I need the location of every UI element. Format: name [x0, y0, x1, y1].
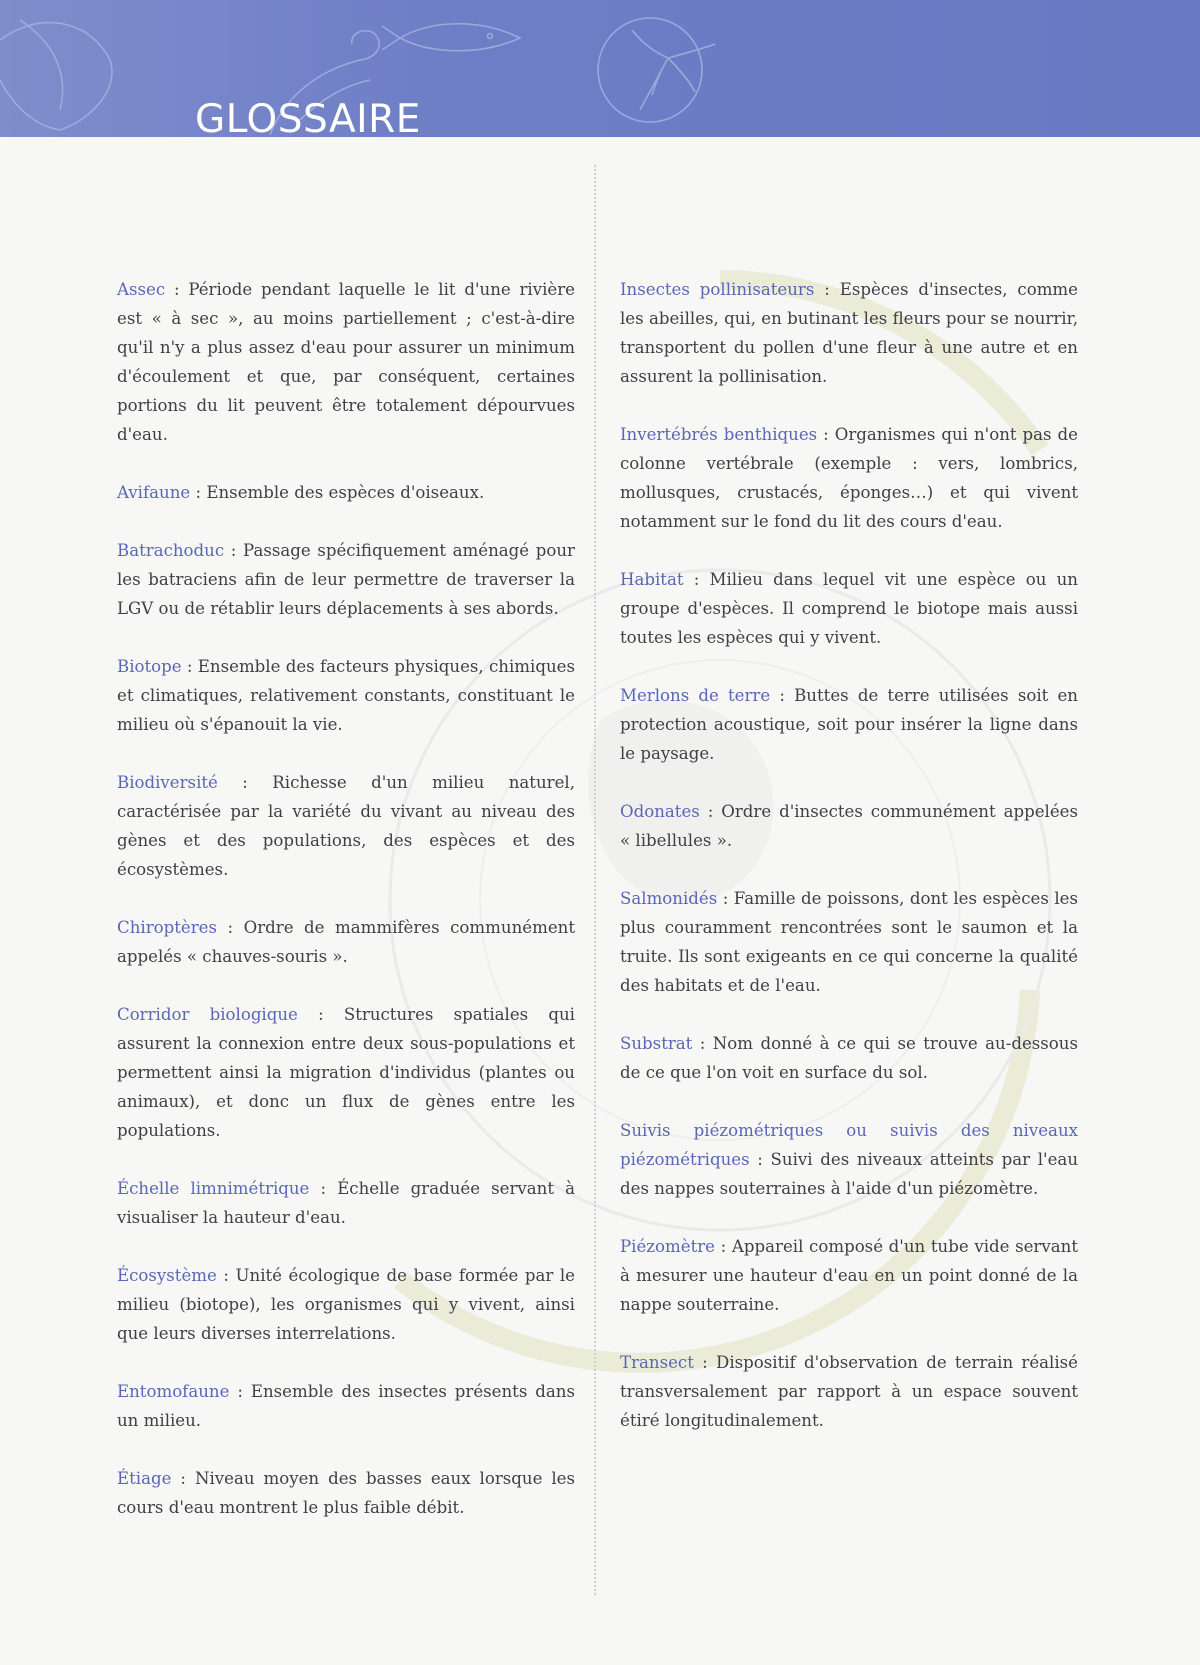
glossary-term: Merlons de terre	[620, 686, 771, 705]
glossary-entry-ecosysteme	[117, 1261, 575, 1348]
glossary-entry-batrachoduc	[117, 536, 575, 623]
glossary-definition: : Richesse d'un milieu naturel, caractérisée par la variété du vivant au niveau des gènes et des populations, des espèces et des écosystèmes.	[117, 773, 575, 879]
glossary-term: Assec	[117, 280, 166, 299]
header-illustration	[0, 0, 1200, 137]
column-divider	[594, 165, 596, 1595]
glossary-term: Batrachoduc	[117, 541, 225, 560]
glossary-entry-piezometre	[620, 1232, 1078, 1319]
leaf-illustration-icon	[0, 23, 112, 130]
glossary-definition: : Milieu dans lequel vit une espèce ou un groupe d'espèces. Il comprend le biotope mais aussi toutes les espèces qui y vivent.	[620, 570, 1078, 647]
glossary-entry-merlons-de-terre	[620, 681, 1078, 768]
glossary-term: Transect	[620, 1353, 694, 1372]
glossary-definition: : Échelle graduée servant à visualiser la hauteur d'eau.	[117, 1179, 576, 1227]
glossary-entry-invertebres-benthiques	[620, 420, 1078, 536]
glossary-definition: : Ensemble des insectes présents dans un milieu.	[117, 1382, 575, 1430]
glossary-term: Piézomètre	[620, 1237, 716, 1256]
glossary-definition: : Ordre d'insectes communément appelées « libellules ».	[620, 802, 1078, 850]
glossary-entry-echelle-limnimetrique	[117, 1174, 575, 1232]
glossary-definition: : Période pendant laquelle le lit d'une rivière est « à sec », au moins partiellement ; c'est-à-dire qu'il n'y a plus assez d'eau pour assurer un minimum d'écoulement et que, par conséquent, certaines portions du lit peuvent être totalement dépourvues d'eau.	[117, 280, 575, 444]
glossary-definition: : Buttes de terre utilisées soit en protection acoustique, soit pour insérer la ligne dans le paysage.	[620, 686, 1078, 763]
glossary-term: Échelle limnimétrique	[117, 1179, 310, 1198]
glossary-definition: : Famille de poissons, dont les espèces les plus couramment rencontrées sont le saumon et la truite. Ils sont exigeants en ce qui concerne la qualité des habitats et de l'eau.	[620, 889, 1078, 995]
glossary-term: Habitat	[620, 570, 684, 589]
glossary-entry-avifaune	[117, 478, 575, 507]
glossary-entry-entomofaune	[117, 1377, 575, 1435]
glossary-term: Insectes pollinisateurs	[620, 280, 815, 299]
glossary-entry-biodiversite	[117, 768, 575, 884]
glossary-definition: : Dispositif d'observation de terrain réalisé transversalement par rapport à un espace souvent étiré longitudinalement.	[620, 1353, 1078, 1430]
glossary-entry-chiropteres	[117, 913, 575, 971]
page-header	[0, 0, 1200, 137]
glossary-definition: : Ensemble des espèces d'oiseaux.	[195, 483, 485, 502]
glossary-definition: : Nom donné à ce qui se trouve au-dessous de ce que l'on voit en surface du sol.	[620, 1034, 1079, 1082]
glossary-definition: : Organismes qui n'ont pas de colonne vertébrale (exemple : vers, lombrics, mollusques, crustacés, éponges…) et qui vivent notamment sur le fond du lit des cours d'eau.	[620, 425, 1079, 531]
glossary-entry-odonates	[620, 797, 1078, 855]
glossary-term: Biodiversité	[117, 773, 218, 792]
glossary-term: Avifaune	[117, 483, 191, 502]
glossary-term: Étiage	[117, 1469, 172, 1488]
glossary-definition: : Unité écologique de base formée par le milieu (biotope), les organismes qui y vivent, ainsi que leurs diverses interrelations.	[117, 1266, 576, 1343]
glossary-term: Écosystème	[117, 1266, 217, 1285]
glossary-term: Entomofaune	[117, 1382, 230, 1401]
glossary-term: Biotope	[117, 657, 182, 676]
glossary-entry-etiage	[117, 1464, 575, 1522]
glossary-entry-salmonides	[620, 884, 1078, 1000]
glossary-definition: : Espèces d'insectes, comme les abeilles, qui, en butinant les fleurs pour se nourrir, transportent du pollen d'une fleur à une autre et en assurent la pollinisation.	[620, 280, 1078, 386]
glossary-term: Chiroptères	[117, 918, 217, 937]
glossary-entry-insectes-pollinisateurs	[620, 275, 1078, 391]
glossary-column-left	[117, 275, 575, 1522]
glossary-definition: : Niveau moyen des basses eaux lorsque les cours d'eau montrent le plus faible débit.	[117, 1469, 576, 1517]
glossary-entry-suivis-piezometriques	[620, 1116, 1078, 1203]
glossary-definition: : Suivi des niveaux atteints par l'eau des nappes souterraines à l'aide d'un piézomètre.	[620, 1150, 1079, 1198]
glossary-definition: : Ensemble des facteurs physiques, chimiques et climatiques, relativement constants, constituant le milieu où s'épanouit la vie.	[117, 657, 575, 734]
glossary-definition: : Passage spécifiquement aménagé pour les batraciens afin de leur permettre de traverser la LGV ou de rétablir leurs déplacements à ses abords.	[117, 541, 575, 618]
glossary-term: Odonates	[620, 802, 700, 821]
glossary-term: Corridor biologique	[117, 1005, 298, 1024]
glossary-entry-assec	[117, 275, 575, 449]
glossary-entry-habitat	[620, 565, 1078, 652]
glossary-entry-corridor-biologique	[117, 1000, 575, 1145]
glossary-term: Salmonidés	[620, 889, 718, 908]
glossary-entry-biotope	[117, 652, 575, 739]
glossary-definition: : Structures spatiales qui assurent la connexion entre deux sous-populations et permettent ainsi la migration d'individus (plantes ou animaux), et donc un flux de gènes entre les populations.	[117, 1005, 575, 1140]
fish-illustration-icon	[382, 24, 520, 51]
glossary-term: Substrat	[620, 1034, 693, 1053]
glossary-entry-transect	[620, 1348, 1078, 1435]
glossary-term: Invertébrés benthiques	[620, 425, 818, 444]
glossary-term: Suivis piézométriques ou suivis des niveaux piézométriques	[620, 1121, 1078, 1169]
page-title: GLOSSAIRE	[195, 97, 421, 137]
glossary-column-right	[620, 275, 1078, 1435]
glossary-definition: : Ordre de mammifères communément appelés « chauves-souris ».	[117, 918, 575, 966]
glossary-definition: : Appareil composé d'un tube vide servant à mesurer une hauteur d'eau en un point donné de la nappe souterraine.	[620, 1237, 1078, 1314]
glossary-entry-substrat	[620, 1029, 1078, 1087]
